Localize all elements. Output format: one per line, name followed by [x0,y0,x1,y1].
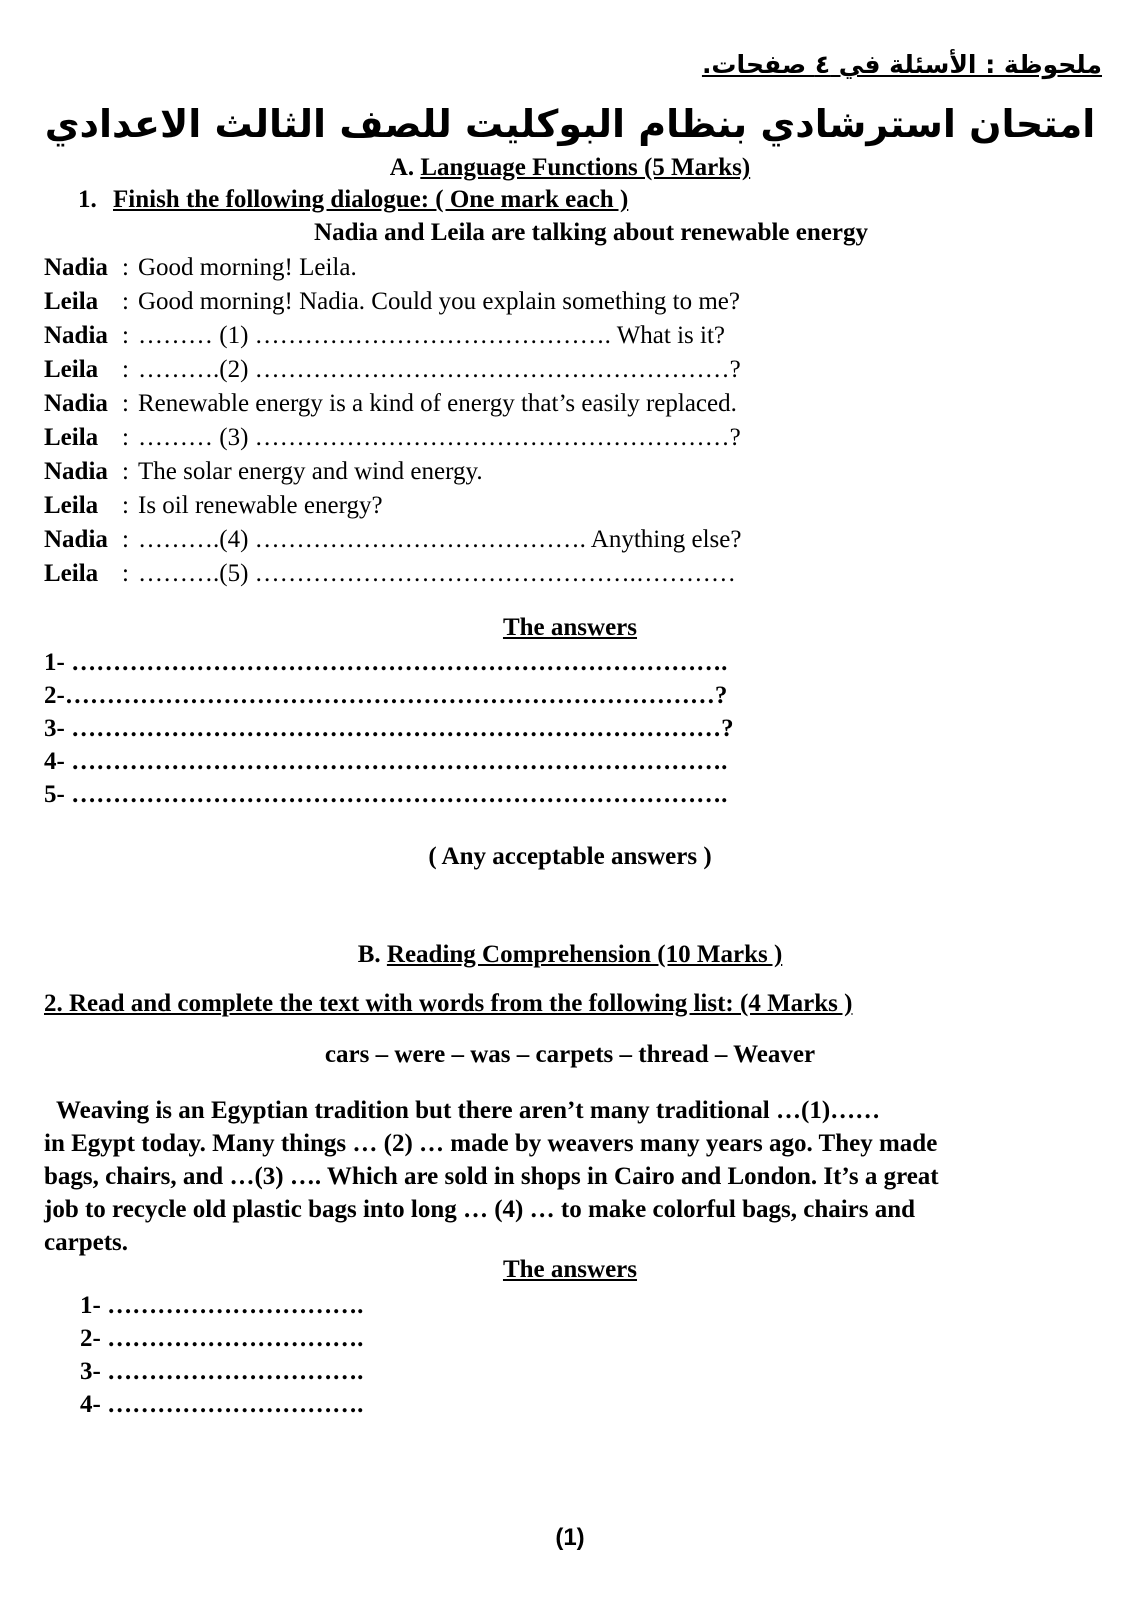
answer-line[interactable]: 2- …………………………. [80,1325,364,1352]
answer-line[interactable]: 4- ……………………………………………………………………. [44,748,728,775]
dialogue-text: ……….(5) ……………………………………….………… [138,560,736,587]
dialogue-text: Is oil renewable energy? [138,492,383,519]
speaker: Leila [44,492,99,519]
q2-answers-title: The answers [502,1256,638,1283]
q1-instruction: Finish the following dialogue: ( One mark each ) [113,186,629,213]
section-a-title: Language Functions (5 Marks) [420,154,751,181]
dialogue-text: ……… (1) ……………………………………. What is it? [138,322,725,349]
reading-passage [44,1094,1104,1259]
dialogue-line: Nadia : Renewable energy is a kind of energy that’s easily replaced. [44,387,741,421]
speaker: Leila [44,560,99,587]
speaker: Nadia [44,390,108,417]
passage-line: Weaving is an Egyptian tradition but there aren’t many traditional …(1)…… [44,1097,881,1124]
dialogue-text: Renewable energy is a kind of energy that’s easily replaced. [138,390,737,417]
section-b-title: Reading Comprehension (10 Marks ) [386,941,783,968]
word-list: cars – were – was – carpets – thread – Weaver [324,1041,816,1068]
q2-instruction: 2. Read and complete the text with words from the following list: (4 Marks ) [44,990,853,1017]
speaker: Nadia [44,322,108,349]
dialogue-text: Good morning! Nadia. Could you explain something to me? [138,288,740,315]
answer-line[interactable]: 3- …………………………. [80,1358,364,1385]
page-number: (1) [555,1524,585,1551]
dialogue-line: Leila : Is oil renewable energy? [44,489,741,523]
dialogue-line: Leila : Good morning! Nadia. Could you explain something to me? [44,285,741,319]
dialogue-line: Nadia : Good morning! Leila. [44,251,741,285]
exam-title: امتحان استرشادي بنظام البوكليت للصف الثالث الاعدادي [44,102,1096,146]
dialogue [44,251,741,591]
section-b-prefix: B. [357,941,381,968]
q2-answer-list [80,1289,363,1421]
dialogue-text: ……….(2) …………………………………………………? [138,356,741,383]
speaker: Nadia [44,254,108,281]
answer-line[interactable]: 5- ……………………………………………………………………. [44,781,728,808]
speaker: Nadia [44,526,108,553]
q1-answers-title: The answers [502,614,638,641]
dialogue-line: Nadia : ……….(4) …………………………………. Anything else? [44,523,741,557]
dialogue-line: Leila : ……….(5) ……………………………………….………… [44,557,741,591]
passage-line: bags, chairs, and …(3) …. Which are sold in shops in Cairo and London. It’s a great [44,1163,939,1190]
dialogue-title: Nadia and Leila are talking about renewable energy [314,219,868,246]
dialogue-line: Nadia : The solar energy and wind energy. [44,455,741,489]
page-note: ملحوظة : الأسئلة في ٤ صفحات. [701,50,1102,79]
passage-line: job to recycle old plastic bags into long … (4) … to make colorful bags, chairs and [44,1196,916,1223]
acceptable-answers-note: ( Any acceptable answers ) [428,843,712,870]
answer-line[interactable]: 1- ……………………………………………………………………. [44,649,728,676]
passage-line: carpets. [44,1229,128,1256]
dialogue-text: ……….(4) …………………………………. Anything else? [138,526,742,553]
dialogue-text: Good morning! Leila. [138,254,357,281]
q1-heading [78,186,628,214]
dialogue-text: ……… (3) …………………………………………………? [138,424,741,451]
q1-number: 1. [78,186,97,213]
speaker: Leila [44,288,99,315]
speaker: Leila [44,356,99,383]
speaker: Leila [44,424,99,451]
section-b-heading [0,941,1140,969]
answer-line[interactable]: 4- …………………………. [80,1391,364,1418]
dialogue-line: Nadia : ……… (1) ……………………………………. What is it? [44,319,741,353]
answer-line[interactable]: 1- …………………………. [80,1292,364,1319]
passage-line: in Egypt today. Many things … (2) … made by weavers many years ago. They made [44,1130,938,1157]
speaker: Nadia [44,458,108,485]
dialogue-text: The solar energy and wind energy. [138,458,483,485]
q1-answer-list [44,646,734,811]
section-a-heading [0,154,1140,182]
answer-line[interactable]: 2-……………………………………………………………………? [44,682,728,709]
dialogue-line: Leila : ……… (3) …………………………………………………? [44,421,741,455]
dialogue-line: Leila : ……….(2) …………………………………………………? [44,353,741,387]
answer-line[interactable]: 3- ……………………………………………………………………? [44,715,734,742]
section-a-prefix: A. [389,154,415,181]
